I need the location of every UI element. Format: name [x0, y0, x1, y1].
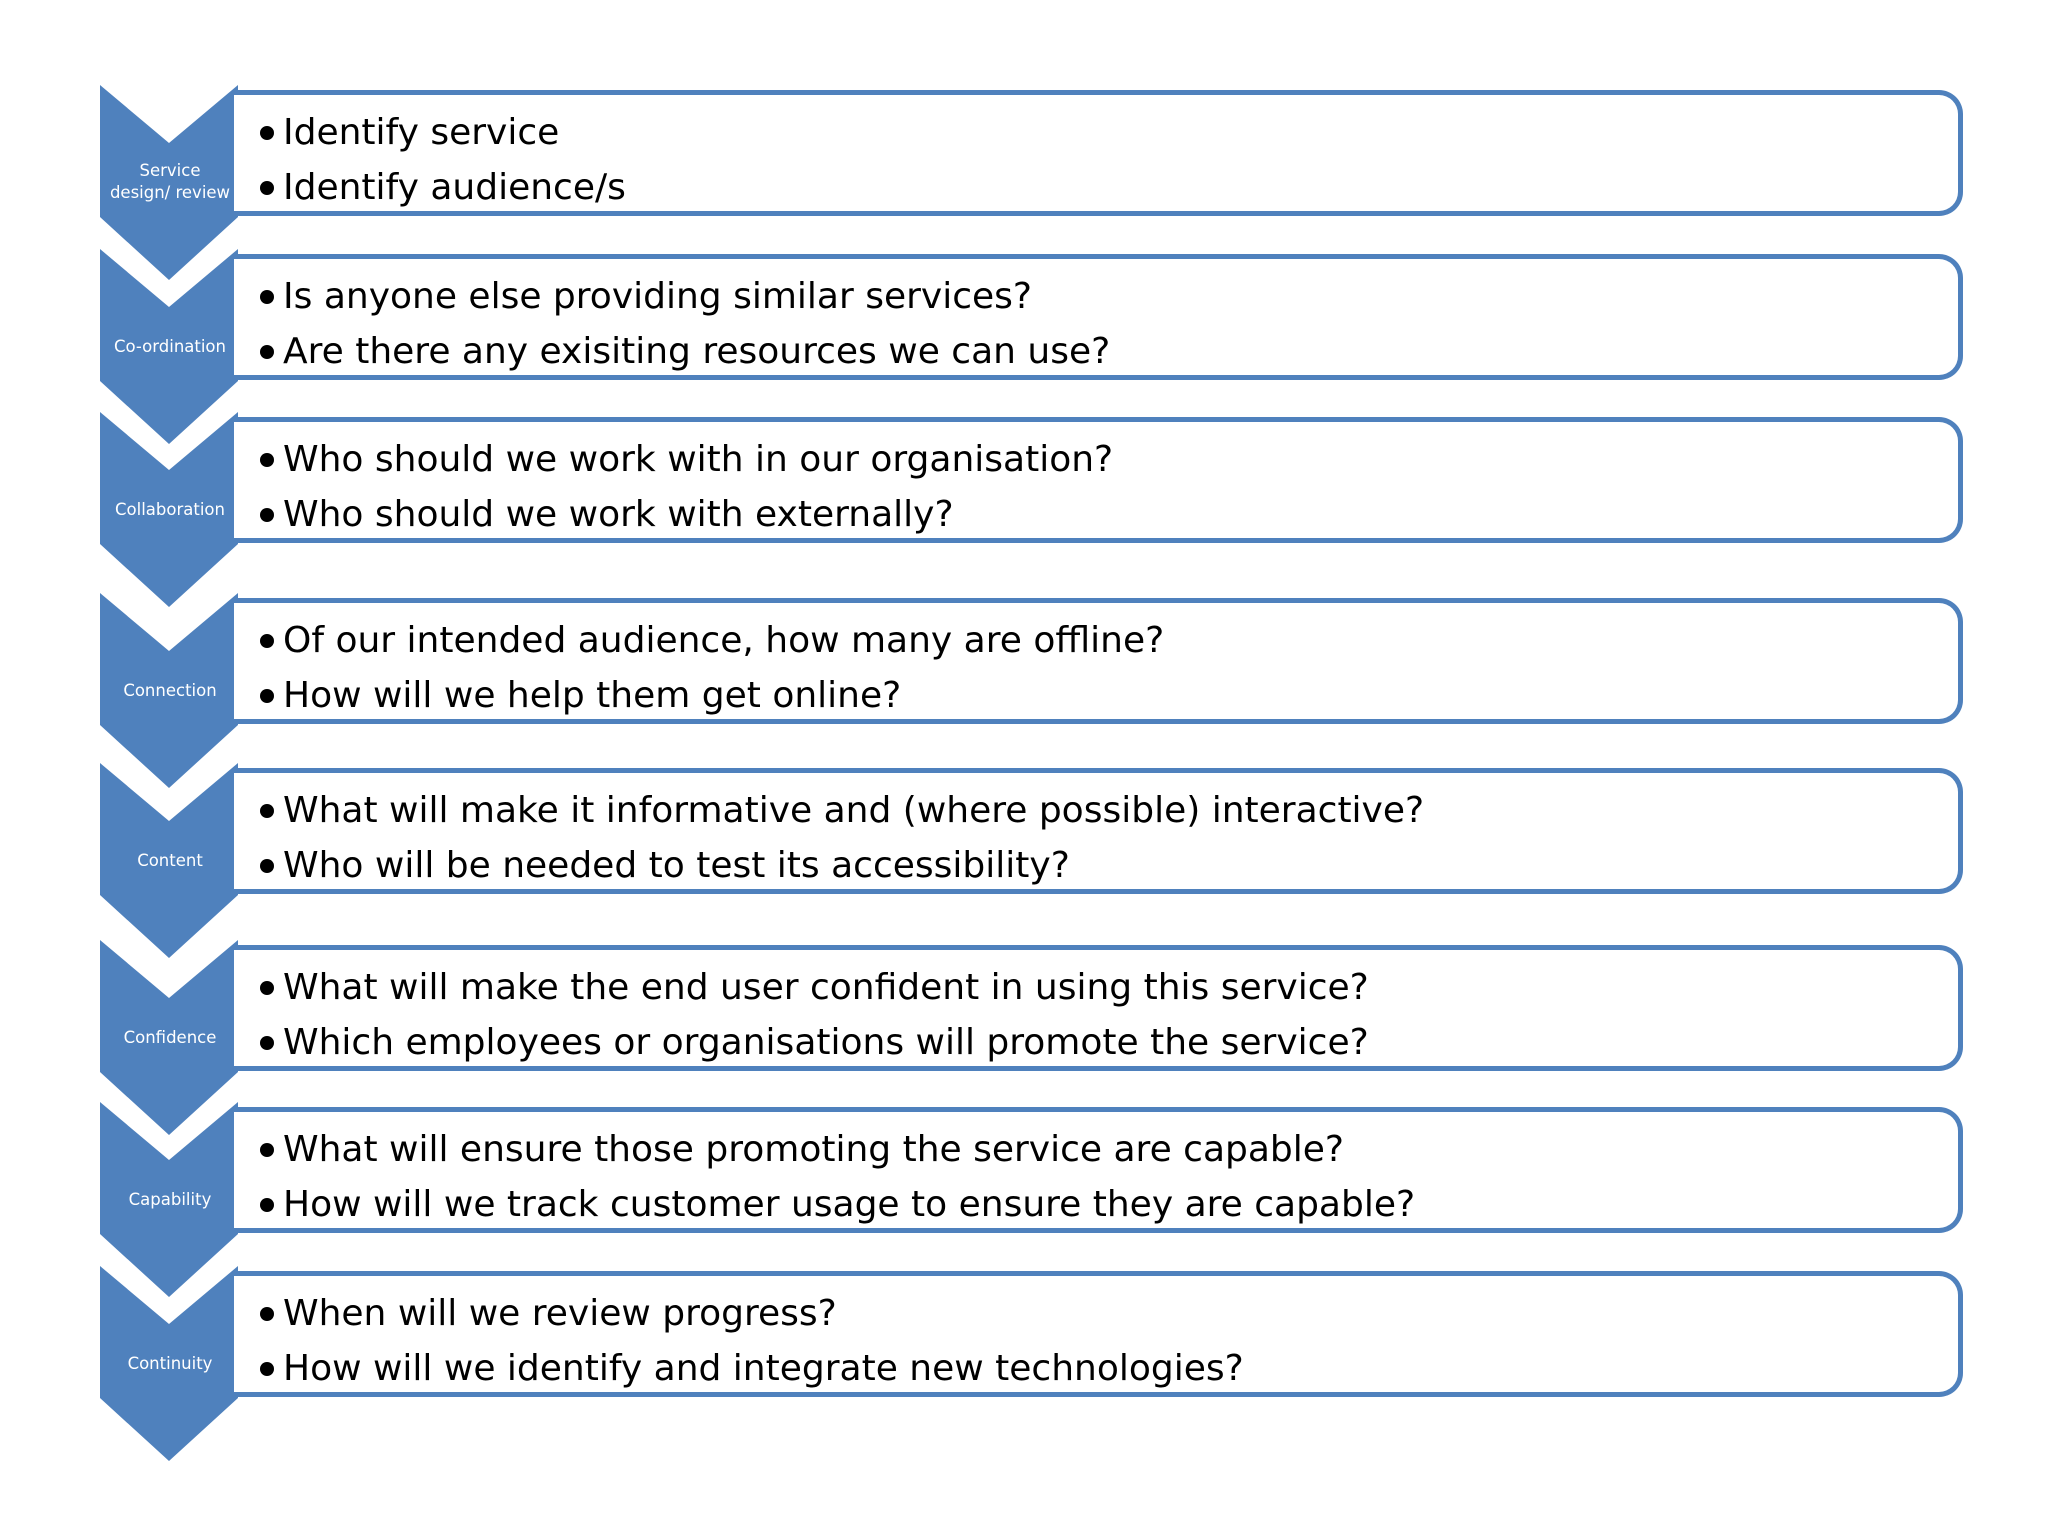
bullet-list: [260, 613, 1164, 723]
chevron-label: Capability: [128, 1190, 212, 1209]
bullet-dot-icon: [260, 1362, 274, 1376]
step-box: [234, 90, 1963, 216]
bullet-item: [260, 1341, 1244, 1396]
bullet-list: [260, 432, 1113, 542]
bullet-text: Are there any exisiting resources we can use?: [283, 331, 1111, 372]
bullet-text: Is anyone else providing similar services?: [283, 276, 1033, 317]
bullet-item: [260, 1015, 1369, 1070]
step-box: [234, 1107, 1963, 1233]
chevron-label: Co-ordination: [113, 337, 226, 356]
bullet-item: [260, 487, 1113, 542]
bullet-dot-icon: [260, 689, 274, 703]
bullet-text: Identify service: [283, 112, 560, 153]
bullet-dot-icon: [260, 290, 274, 304]
chevron-label: Service design/ review: [109, 161, 231, 202]
bullet-dot-icon: [260, 804, 274, 818]
bullet-item: [260, 1122, 1415, 1177]
bullet-dot-icon: [260, 126, 274, 140]
bullet-list: [260, 105, 626, 215]
bullet-text: Who should we work with in our organisation?: [283, 439, 1114, 480]
bullet-text: Which employees or organisations will promote the service?: [283, 1022, 1369, 1063]
bullet-list: [260, 783, 1424, 893]
bullet-item: [260, 269, 1110, 324]
chevron-label: Content: [137, 851, 203, 870]
bullet-text: What will ensure those promoting the service are capable?: [283, 1129, 1345, 1170]
bullet-list: [260, 960, 1369, 1070]
bullet-text: When will we review progress?: [283, 1293, 837, 1334]
bullet-item: [260, 324, 1110, 379]
bullet-dot-icon: [260, 1143, 274, 1157]
bullet-item: [260, 960, 1369, 1015]
bullet-list: [260, 269, 1110, 379]
bullet-dot-icon: [260, 859, 274, 873]
bullet-item: [260, 613, 1164, 668]
bullet-item: [260, 160, 626, 215]
bullet-item: [260, 105, 626, 160]
chevron-label: Continuity: [127, 1354, 213, 1373]
step-box: [234, 254, 1963, 380]
bullet-list: [260, 1286, 1244, 1396]
bullet-item: [260, 432, 1113, 487]
step-box: [234, 1271, 1963, 1397]
bullet-text: What will make it informative and (where possible) interactive?: [283, 790, 1425, 831]
bullet-dot-icon: [260, 508, 274, 522]
bullet-dot-icon: [260, 1198, 274, 1212]
bullet-dot-icon: [260, 453, 274, 467]
bullet-text: How will we identify and integrate new technologies?: [283, 1348, 1244, 1389]
bullet-item: [260, 783, 1424, 838]
bullet-text: How will we help them get online?: [283, 675, 902, 716]
bullet-item: [260, 1177, 1415, 1232]
bullet-text: Who should we work with externally?: [283, 494, 954, 535]
bullet-dot-icon: [260, 181, 274, 195]
bullet-item: [260, 838, 1424, 893]
bullet-dot-icon: [260, 1036, 274, 1050]
bullet-text: Who will be needed to test its accessibility?: [283, 845, 1070, 886]
step-box: [234, 417, 1963, 543]
step-box: [234, 598, 1963, 724]
step-box: [234, 768, 1963, 894]
bullet-dot-icon: [260, 634, 274, 648]
bullet-dot-icon: [260, 1307, 274, 1321]
bullet-text: What will make the end user confident in using this service?: [283, 967, 1369, 1008]
chevron-label: Connection: [123, 681, 217, 700]
bullet-list: [260, 1122, 1415, 1232]
bullet-item: [260, 1286, 1244, 1341]
bullet-text: How will we track customer usage to ensure they are capable?: [283, 1184, 1416, 1225]
bullet-dot-icon: [260, 345, 274, 359]
step-box: [234, 945, 1963, 1071]
bullet-text: Identify audience/s: [283, 167, 626, 208]
bullet-text: Of our intended audience, how many are offline?: [283, 620, 1165, 661]
chevron-label: Confidence: [123, 1028, 217, 1047]
bullet-dot-icon: [260, 981, 274, 995]
chevron-label: Collaboration: [115, 500, 225, 519]
bullet-item: [260, 668, 1164, 723]
